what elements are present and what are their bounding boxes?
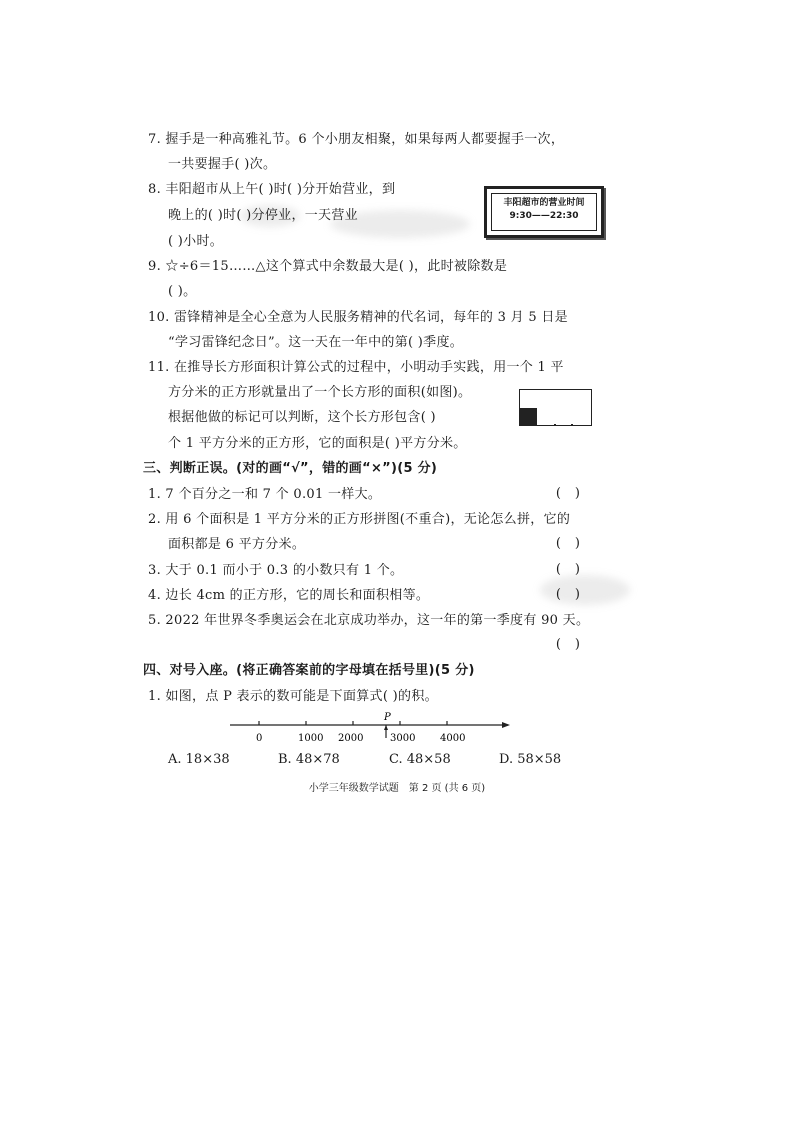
judge-item-5: 5. 2022 年世界冬季奥运会在北京成功举办，这一年的第一季度有 90 天。	[148, 613, 590, 628]
q11-line4: 个 1 平方分米的正方形，它的面积是( )平方分米。	[168, 436, 467, 451]
answer-paren: ()	[555, 536, 594, 551]
q7-line2: 一共要握手( )次。	[168, 157, 277, 172]
answer-paren: ()	[555, 637, 594, 652]
option-a: A. 18×38	[168, 752, 230, 767]
q10-line1: 10. 雷锋精神是全心全意为人民服务精神的代名词，每年的 3 月 5 日是	[148, 310, 568, 325]
tick-label: 1000	[298, 733, 324, 744]
option-d: D. 58×58	[499, 752, 562, 767]
judge-item-4: 4. 边长 4cm 的正方形，它的周长和面积相等。	[148, 588, 430, 603]
q9-line2: ( )。	[168, 284, 197, 299]
point-p-label: P	[384, 712, 391, 723]
answer-paren: ()	[555, 587, 594, 602]
q10-line2: “学习雷锋纪念日”。这一天在一年中的第( )季度。	[168, 335, 464, 350]
tick-label: 2000	[338, 733, 364, 744]
q8-line3: ( )小时。	[168, 234, 224, 249]
judge-item-2-cont: 面积都是 6 平方分米。	[168, 537, 306, 552]
section3-heading: 三、判断正误。(对的画“√”，错的画“×”)(5 分)	[143, 461, 438, 476]
unit-square	[520, 408, 537, 425]
q11-line2: 方分米的正方形就量出了一个长方形的面积(如图)。	[168, 385, 472, 400]
option-c: C. 48×58	[389, 752, 451, 767]
q9-line1: 9. ☆÷6＝15……△这个算式中余数最大是( )，此时被除数是	[148, 259, 508, 274]
tick-label: 3000	[390, 733, 416, 744]
number-line	[228, 712, 518, 746]
section4-heading: 四、对号入座。(将正确答案前的字母填在括号里)(5 分)	[143, 663, 475, 678]
page-footer: 小学三年级数学试题 第 2 页 (共 6 页)	[308, 783, 486, 794]
business-hours-sign	[484, 186, 604, 238]
point-p-arrow-icon	[384, 725, 388, 730]
judge-item-1: 1. 7 个百分之一和 7 个 0.01 一样大。	[148, 487, 382, 502]
rectangle-figure	[519, 389, 592, 426]
sign-title: 丰阳超市的营业时间	[503, 198, 585, 208]
arrow-head-icon	[502, 722, 510, 728]
answer-paren: ()	[555, 486, 594, 501]
q11-line1: 11. 在推导长方形面积计算公式的过程中，小明动手实践，用一个 1 平	[148, 360, 564, 375]
option-b: B. 48×78	[278, 752, 340, 767]
judge-item-2: 2. 用 6 个面积是 1 平方分米的正方形拼图(不重合)，无论怎么拼，它的	[148, 512, 571, 527]
judge-item-3: 3. 大于 0.1 而小于 0.3 的小数只有 1 个。	[148, 563, 404, 578]
mark-tick	[554, 424, 556, 426]
q8-line2: 晚上的( )时( )分停业，一天营业	[168, 208, 358, 223]
tick-label: 0	[256, 733, 263, 744]
answer-paren: ()	[555, 562, 594, 577]
q7-line1: 7. 握手是一种高雅礼节。6 个小朋友相聚，如果每两人都要握手一次，	[148, 132, 565, 147]
sign-hours: 9:30——22:30	[509, 211, 579, 221]
q11-line3: 根据他做的标记可以判断，这个长方形包含( )	[168, 410, 436, 425]
choice-q1: 1. 如图，点 P 表示的数可能是下面算式( )的积。	[148, 689, 438, 704]
mark-tick	[571, 424, 573, 426]
q8-line1: 8. 丰阳超市从上午( )时( )分开始营业，到	[148, 182, 396, 197]
tick-label: 4000	[440, 733, 466, 744]
